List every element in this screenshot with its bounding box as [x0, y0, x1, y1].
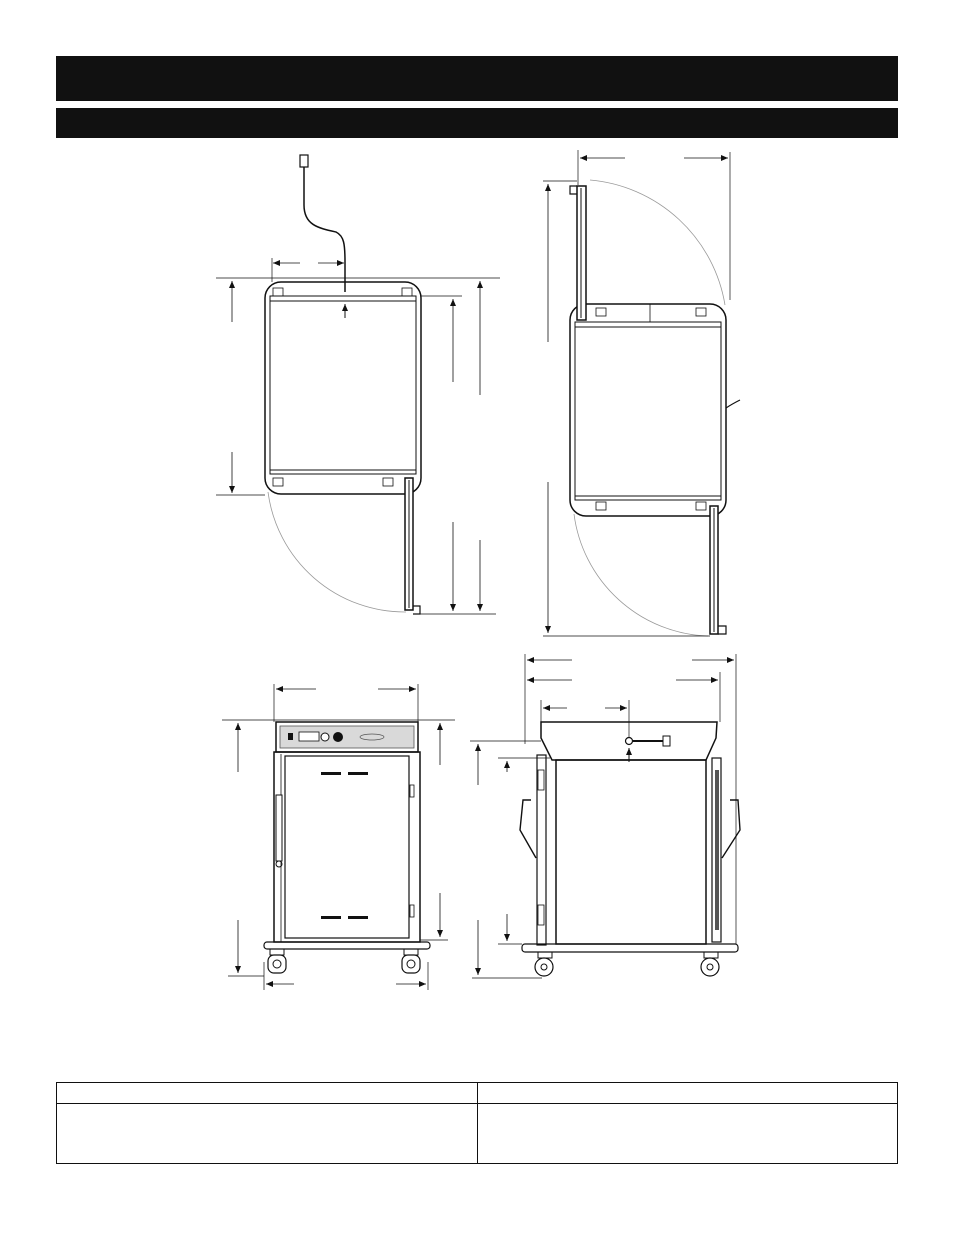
side-elevation [470, 654, 740, 978]
front-elevation [222, 684, 455, 990]
side-handle-right [722, 800, 740, 858]
cabinet-body [274, 752, 420, 942]
cabinet-outer [570, 304, 726, 516]
vent-slots [321, 772, 368, 919]
control-knob-icon [321, 733, 329, 741]
door-swing-arc-upper [590, 180, 725, 305]
cabinet-inner [270, 296, 416, 474]
caster-left [535, 952, 553, 976]
cord-plug [300, 155, 308, 167]
door-handle [276, 795, 282, 861]
cabinet-outer [265, 282, 421, 494]
side-handle-left [520, 800, 536, 858]
cord-plug [663, 736, 670, 746]
base-bumper [264, 942, 430, 949]
spec-table-divider [477, 1083, 478, 1163]
top-view-door-closed-swing [216, 155, 500, 614]
front-door [285, 756, 409, 938]
door-swing-arc-lower [574, 514, 708, 636]
cabinet-side [556, 760, 706, 944]
door-swing-arc [268, 492, 406, 612]
cabinet-inner [575, 322, 721, 500]
top-view-door-open-swing [543, 150, 740, 636]
caster-right [402, 949, 420, 973]
caster-right [701, 952, 719, 976]
caster-left [268, 949, 286, 973]
spec-table [56, 1082, 898, 1164]
display-icon [299, 732, 319, 741]
base-bumper [522, 944, 738, 952]
power-cord [304, 160, 345, 292]
